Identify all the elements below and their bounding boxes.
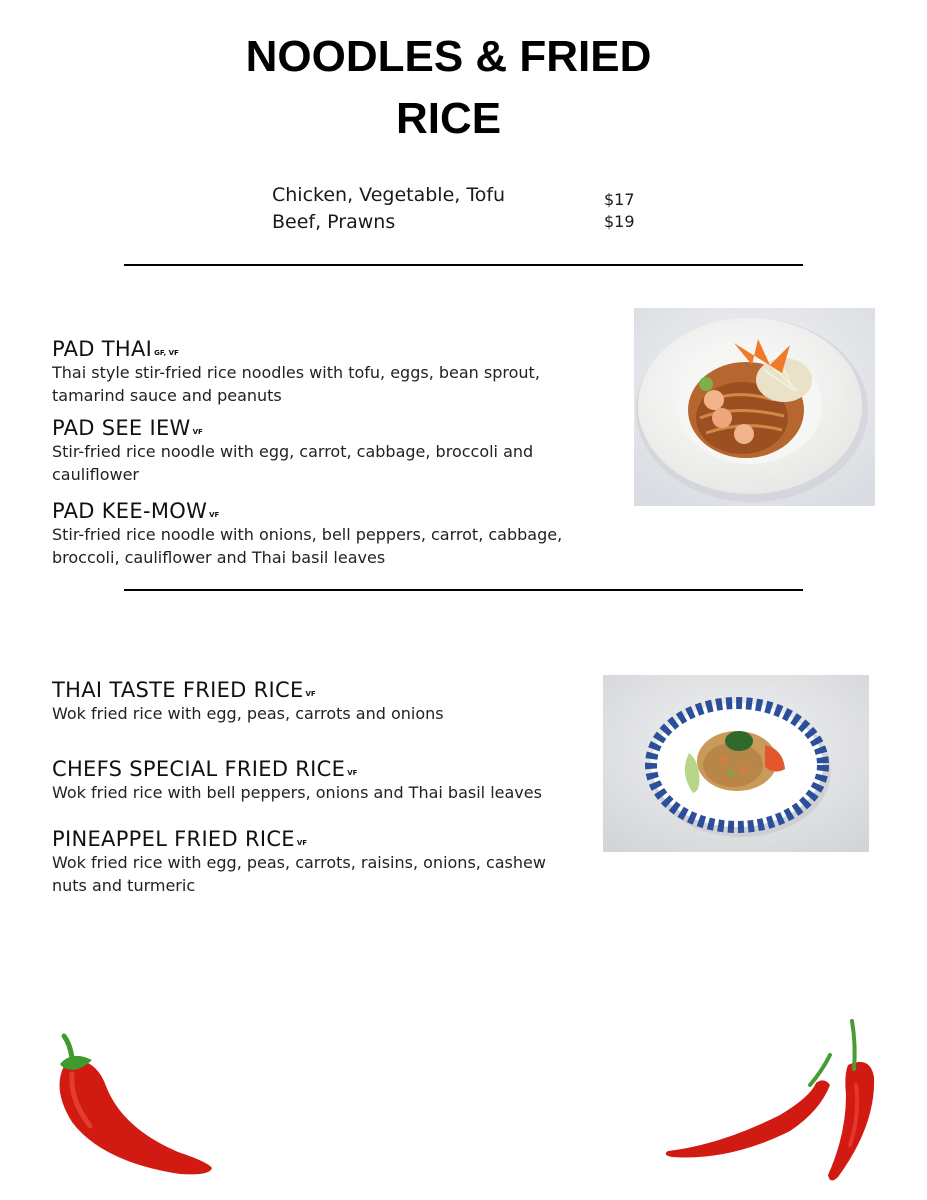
price-label-chicken: Chicken, Vegetable, Tofu [272, 184, 506, 206]
dish-pad-see-iew [52, 416, 572, 486]
dish-name-pineappel-fried-rice: PINEAPPEL FRIED RICE VF [52, 827, 308, 851]
dish-description: Wok fried rice with egg, peas, carrots, raisins, onions, cashew nuts and turmeric [52, 853, 546, 895]
pad-thai-photo [634, 308, 875, 506]
divider-middle [124, 589, 803, 591]
noodles-section [52, 337, 572, 407]
dish-tag: VF [192, 428, 203, 436]
dish-tag: VF [305, 690, 316, 698]
dish-description: Wok fried rice with egg, peas, carrots and onions [52, 704, 444, 723]
page-title-line2: RICE [395, 94, 502, 143]
dish-name-pad-thai: PAD THAI GF, VF [52, 337, 179, 361]
dish-description: Stir-fried rice noodle with onions, bell peppers, carrot, cabbage, broccoli, cauliflower and Thai basil leaves [52, 525, 563, 567]
dish-chefs-special-fried-rice [52, 757, 572, 804]
dish-description: Stir-fried rice noodle with egg, carrot, cabbage, broccoli and cauliflower [52, 442, 534, 484]
dish-name-chefs-special-fried-rice: CHEFS SPECIAL FRIED RICE VF [52, 757, 358, 781]
page-title-line1: NOODLES & FRIED [245, 32, 652, 81]
dish-pineappel-fried-rice [52, 827, 572, 897]
chili-pepper-icon [50, 1030, 220, 1180]
dish-pad-kee-mow [52, 499, 572, 569]
dish-tag: VF [296, 839, 308, 847]
dish-name-thai-taste-fried-rice: THAI TASTE FRIED RICE VF [52, 678, 316, 702]
dish-description: Wok fried rice with bell peppers, onions and Thai basil leaves [52, 783, 542, 802]
dish-name-pad-see-iew: PAD SEE IEW VF [52, 416, 203, 440]
dish-name-pad-kee-mow: PAD KEE-MOW VF [52, 499, 220, 523]
dish-tag: VF [347, 769, 358, 777]
price-value-beef: $19 [604, 212, 635, 231]
page-title [0, 26, 897, 150]
price-value-chicken: $17 [604, 190, 635, 209]
divider-top [124, 264, 803, 266]
dish-description: Thai style stir-fried rice noodles with tofu, eggs, bean sprout, tamarind sauce and peanuts [52, 363, 540, 405]
fried-rice-photo [603, 675, 869, 852]
dish-tag: GF, VF [154, 349, 179, 357]
chili-peppers-icon [660, 1015, 890, 1190]
price-label-beef: Beef, Prawns [272, 211, 396, 233]
dish-thai-taste-fried-rice [52, 678, 572, 725]
dish-tag: VF [209, 511, 220, 519]
